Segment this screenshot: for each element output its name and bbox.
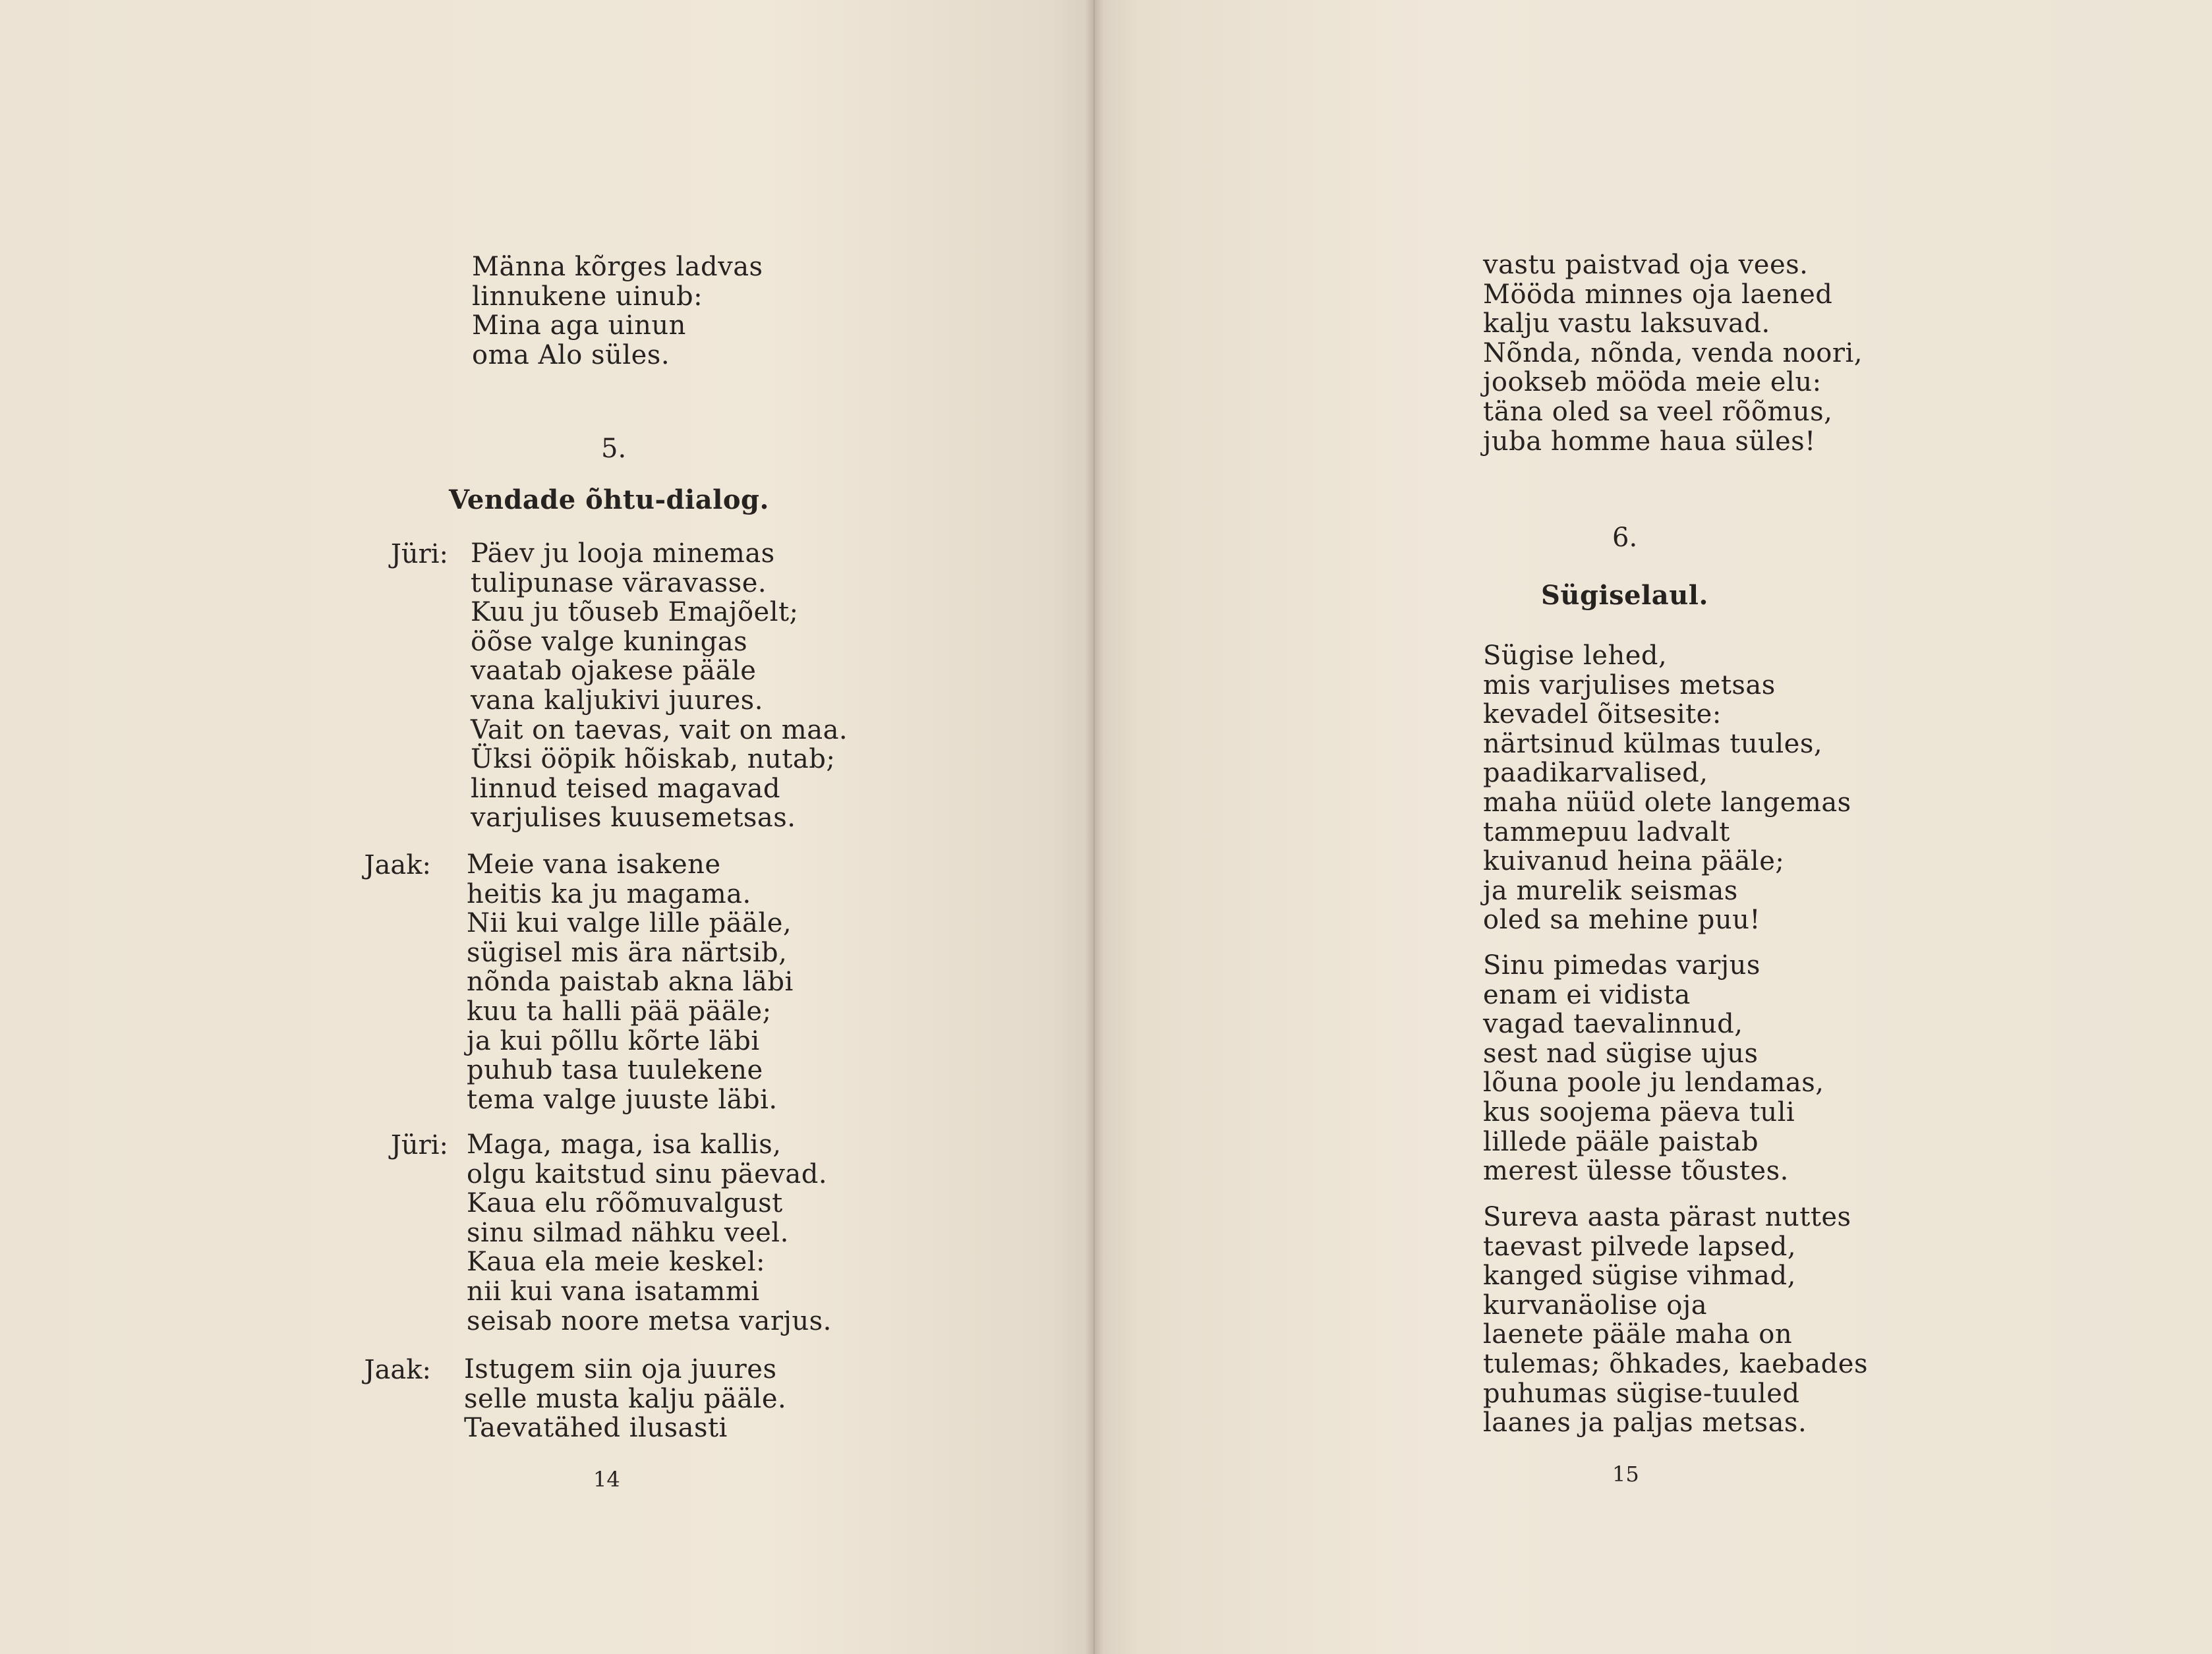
verse-line: oma Alo süles. <box>472 339 670 370</box>
dialog-stanza <box>467 850 794 1114</box>
verse-line: täna oled sa veel rõõmus, <box>1483 396 1833 427</box>
verse-line: Männa kõrges ladvas <box>472 252 763 282</box>
verse-line: Istugem siin oja juures <box>464 1354 777 1384</box>
verse-line: närtsinud külmas tuules, <box>1483 728 1823 759</box>
speaker-label: Jüri: <box>390 1130 448 1160</box>
verse-line: laanes ja paljas metsas. <box>1483 1408 1807 1439</box>
verse-line: Mina aga uinun <box>472 310 686 341</box>
verse-line: Nii kui valge lille pääle, <box>467 908 792 939</box>
poem-stanza <box>1483 951 1824 1186</box>
book-gutter <box>1085 0 1103 1654</box>
verse-line: Meie vana isakene <box>467 849 721 880</box>
verse-line: tulipunase väravasse. <box>471 567 767 598</box>
verse-line: Taevatähed ilusasti <box>464 1413 728 1444</box>
verse-line: paadikarvalised, <box>1483 758 1708 789</box>
speaker-label: Jaak: <box>364 850 431 880</box>
verse-line: Üksi ööpik hõiskab, nutab; <box>471 744 836 775</box>
verse-line: sinu silmad nähku veel. <box>467 1217 789 1248</box>
verse-line: lõuna poole ju lendamas, <box>1483 1068 1824 1098</box>
verse-line: vastu paistvad oja vees. <box>1483 250 1809 280</box>
verse-line: kevadel õitsesite: <box>1483 699 1722 730</box>
verse-line: Nõnda, nõnda, venda noori, <box>1483 337 1863 368</box>
page-number: 15 <box>1612 1462 1639 1487</box>
section-number: 5. <box>601 434 627 464</box>
verse-line: Sügise lehed, <box>1483 641 1668 671</box>
verse-line: öõse valge kuningas <box>471 626 748 657</box>
continuation-stanza <box>1483 250 1863 456</box>
verse-line: lillede pääle paistab <box>1483 1126 1759 1157</box>
verse-line: kus soojema päeva tuli <box>1483 1097 1795 1127</box>
verse-line: nii kui vana isatammi <box>467 1276 760 1307</box>
verse-line: tulemas; õhkades, kaebades <box>1483 1348 1868 1379</box>
verse-line: linnud teised magavad <box>471 773 781 804</box>
page-number: 14 <box>593 1467 620 1492</box>
verse-line: kanged sügise vihmad, <box>1483 1261 1796 1292</box>
verse-line: taevast pilvede lapsed, <box>1483 1231 1797 1262</box>
verse-line: vana kaljukivi juures. <box>471 685 763 716</box>
verse-line: laenete pääle maha on <box>1483 1319 1793 1350</box>
section-title: Vendade õhtu-dialog. <box>449 484 769 515</box>
opening-stanza <box>472 252 763 370</box>
verse-line: ja murelik seismas <box>1483 875 1738 906</box>
verse-line: puhub tasa tuulekene <box>467 1055 763 1086</box>
verse-line: Kuu ju tõuseb Emajõelt; <box>471 597 799 628</box>
verse-line: tema valge juuste läbi. <box>467 1084 778 1115</box>
verse-line: oled sa mehine puu! <box>1483 905 1761 936</box>
poem-stanza <box>1483 1203 1868 1438</box>
verse-line: juba homme haua süles! <box>1483 426 1816 457</box>
verse-line: kuivanud heina pääle; <box>1483 846 1785 877</box>
verse-line: merest ülesse tõustes. <box>1483 1156 1789 1187</box>
verse-line: Päev ju looja minemas <box>471 538 775 569</box>
verse-line: vagad taevalinnud, <box>1483 1009 1743 1040</box>
section-title: Sügiselaul. <box>1541 580 1708 611</box>
dialog-stanza <box>464 1355 786 1443</box>
verse-line: Maga, maga, isa kallis, <box>467 1129 782 1160</box>
verse-line: Kaua elu rõõmuvalgust <box>467 1188 783 1219</box>
verse-line: maha nüüd olete langemas <box>1483 787 1851 818</box>
verse-line: kalju vastu laksuvad. <box>1483 308 1770 339</box>
speaker-label: Jüri: <box>390 539 448 569</box>
verse-line: ja kui põllu kõrte läbi <box>467 1025 760 1056</box>
verse-line: kurvanäolise oja <box>1483 1290 1708 1321</box>
verse-line: Kaua ela meie keskel: <box>467 1247 765 1278</box>
verse-line: heitis ka ju magama. <box>467 878 751 909</box>
verse-line: selle musta kalju pääle. <box>464 1383 787 1414</box>
verse-line: sest nad sügise ujus <box>1483 1038 1759 1069</box>
verse-line: nõnda paistab akna läbi <box>467 967 794 998</box>
verse-line: sügisel mis ära närtsib, <box>467 937 788 968</box>
verse-line: olgu kaitstud sinu päevad. <box>467 1158 828 1189</box>
verse-line: Sinu pimedas varjus <box>1483 950 1761 981</box>
verse-line: tammepuu ladvalt <box>1483 816 1730 847</box>
verse-line: vaatab ojakese pääle <box>471 656 757 687</box>
verse-line: seisab noore metsa varjus. <box>467 1305 832 1336</box>
verse-line: Mööda minnes oja laened <box>1483 279 1833 310</box>
verse-line: enam ei vidista <box>1483 979 1691 1010</box>
verse-line: linnukene uinub: <box>472 281 703 312</box>
section-number: 6. <box>1612 523 1638 553</box>
verse-line: jookseb mööda meie elu: <box>1483 367 1822 398</box>
verse-line: varjulises kuusemetsas. <box>471 803 796 834</box>
verse-line: Vait on taevas, vait on maa. <box>471 714 848 745</box>
verse-line: kuu ta halli pää pääle; <box>467 996 772 1027</box>
speaker-label: Jaak: <box>364 1355 431 1385</box>
verse-line: puhumas sügise-tuuled <box>1483 1378 1800 1409</box>
poem-stanza <box>1483 641 1851 935</box>
dialog-stanza <box>467 1130 832 1336</box>
dialog-stanza <box>471 539 848 833</box>
verse-line: mis varjulises metsas <box>1483 670 1776 700</box>
verse-line: Sureva aasta pärast nuttes <box>1483 1202 1851 1232</box>
